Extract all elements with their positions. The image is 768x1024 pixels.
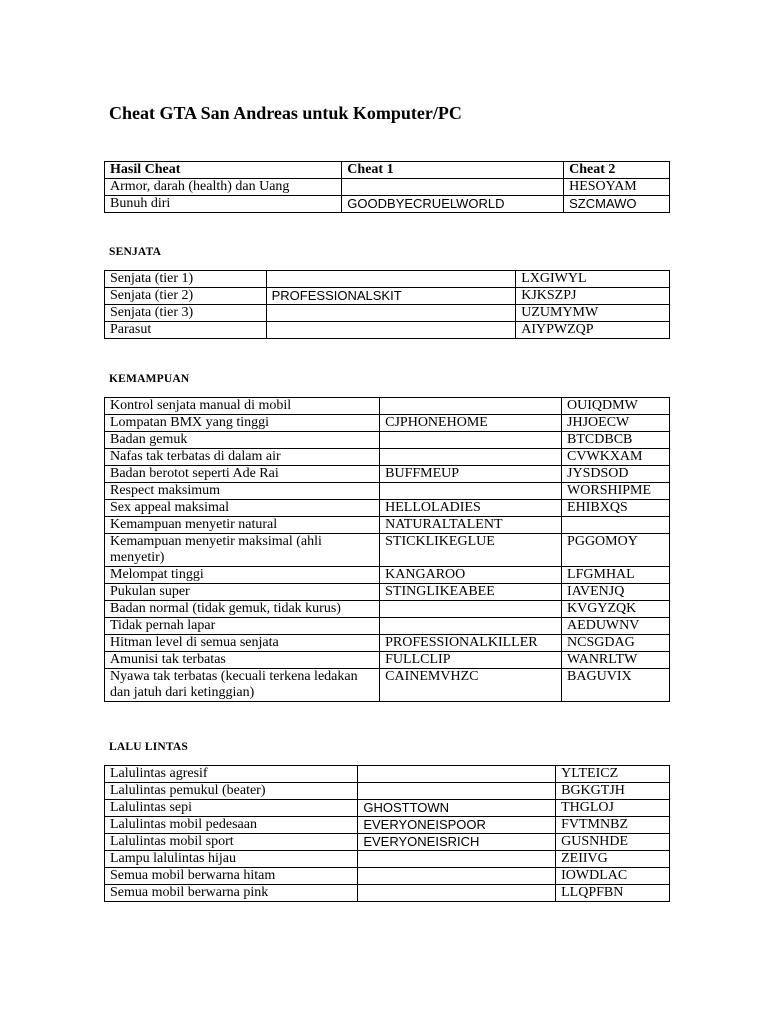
table-row [105,179,670,196]
table-row [105,618,670,635]
cheat-code-1 [358,851,556,868]
table-row [105,817,670,834]
cheat-code-1 [380,449,562,466]
cheat-code-1 [266,271,516,288]
table-row [105,851,670,868]
cheat-code-1: HELLOLADIES [380,500,562,517]
cheat-code-1 [342,179,564,196]
cheat-code-1 [380,398,562,415]
cheat-effect: Lalulintas mobil pedesaan [105,817,358,834]
section-heading-senjata: SENJATA [109,246,162,258]
cheat-code-1: KANGAROO [380,567,562,584]
cheat-code-2: ZEIIVG [556,851,670,868]
cheat-effect: Kemampuan menyetir natural [105,517,380,534]
cheat-effect: Bunuh diri [105,196,342,213]
cheat-code-2: WORSHIPME [562,483,670,500]
cheat-code-2: HESOYAM [564,179,670,196]
table-row [105,868,670,885]
table-row [105,466,670,483]
cheat-code-1 [380,618,562,635]
cheat-effect: Semua mobil berwarna hitam [105,868,358,885]
cheat-code-2: AIYPWZQP [516,322,670,339]
cheat-code-1 [358,783,556,800]
cheat-effect: Semua mobil berwarna pink [105,885,358,902]
cheat-effect: Parasut [105,322,267,339]
senjata-table [104,270,670,339]
cheat-code-1: NATURALTALENT [380,517,562,534]
section-heading-kemampuan: KEMAMPUAN [109,373,190,385]
cheat-code-1: EVERYONEISRICH [358,834,556,851]
table-row [105,669,670,702]
table-row [105,288,670,305]
cheat-code-1 [380,483,562,500]
table-row [105,652,670,669]
table-row [105,500,670,517]
cheat-effect: Sex appeal maksimal [105,500,380,517]
cheat-code-1: STICKLIKEGLUE [380,534,562,567]
cheat-code-2: JYSDSOD [562,466,670,483]
cheat-effect: Melompat tinggi [105,567,380,584]
table-row [105,432,670,449]
cheat-code-1: CJPHONEHOME [380,415,562,432]
cheat-effect: Senjata (tier 3) [105,305,267,322]
kemampuan-table [104,397,670,702]
cheat-code-2: KJKSZPJ [516,288,670,305]
table-row [105,783,670,800]
cheat-effect: Amunisi tak terbatas [105,652,380,669]
cheat-code-2: KVGYZQK [562,601,670,618]
cheat-effect: Lompatan BMX yang tinggi [105,415,380,432]
table-row [105,635,670,652]
cheat-code-2: WANRLTW [562,652,670,669]
section-heading-lalu-lintas: LALU LINTAS [109,741,188,753]
cheat-code-2: IAVENJQ [562,584,670,601]
table-row [105,517,670,534]
page-title: Cheat GTA San Andreas untuk Komputer/PC [109,103,462,123]
cheat-effect: Pukulan super [105,584,380,601]
cheat-code-1 [358,868,556,885]
cheat-code-2: THGLOJ [556,800,670,817]
cheat-code-2: IOWDLAC [556,868,670,885]
cheat-code-1 [358,885,556,902]
cheat-code-2: OUIQDMW [562,398,670,415]
cheat-code-2: GUSNHDE [556,834,670,851]
cheat-code-2: CVWKXAM [562,449,670,466]
cheat-code-2: LLQPFBN [556,885,670,902]
table-row [105,398,670,415]
cheat-effect: Respect maksimum [105,483,380,500]
main-cheat-table [104,161,670,213]
table-row [105,271,670,288]
cheat-code-1: GHOSTTOWN [358,800,556,817]
cheat-code-2: YLTEICZ [556,766,670,783]
cheat-code-1 [266,305,516,322]
cheat-code-1: BUFFMEUP [380,466,562,483]
cheat-effect: Badan normal (tidak gemuk, tidak kurus) [105,601,380,618]
table-row [105,885,670,902]
cheat-effect: Nyawa tak terbatas (kecuali terkena ledakan dan jatuh dari ketinggian) [105,669,380,702]
cheat-code-1: PROFESSIONALSKIT [266,288,516,305]
cheat-effect: Lalulintas sepi [105,800,358,817]
cheat-code-1: EVERYONEISPOOR [358,817,556,834]
cheat-effect: Senjata (tier 2) [105,288,267,305]
cheat-effect: Senjata (tier 1) [105,271,267,288]
cheat-code-2: BTCDBCB [562,432,670,449]
lalu-lintas-table [104,765,670,902]
cheat-effect: Kontrol senjata manual di mobil [105,398,380,415]
header-hasil-cheat: Hasil Cheat [105,162,342,179]
table-row [105,483,670,500]
cheat-effect: Lalulintas agresif [105,766,358,783]
cheat-code-1: CAINEMVHZC [380,669,562,702]
cheat-code-2: UZUMYMW [516,305,670,322]
cheat-effect: Lalulintas mobil sport [105,834,358,851]
cheat-effect: Hitman level di semua senjata [105,635,380,652]
table-row [105,800,670,817]
table-header-row [105,162,670,179]
cheat-code-1: STINGLIKEABEE [380,584,562,601]
cheat-code-1: FULLCLIP [380,652,562,669]
table-row [105,196,670,213]
cheat-effect: Lalulintas pemukul (beater) [105,783,358,800]
cheat-code-2: PGGOMOY [562,534,670,567]
cheat-effect: Lampu lalulintas hijau [105,851,358,868]
cheat-code-1: GOODBYECRUELWORLD [342,196,564,213]
cheat-effect: Nafas tak terbatas di dalam air [105,449,380,466]
cheat-effect: Tidak pernah lapar [105,618,380,635]
table-row [105,449,670,466]
cheat-code-1 [380,601,562,618]
cheat-effect: Kemampuan menyetir maksimal (ahli menyetir) [105,534,380,567]
header-cheat-2: Cheat 2 [564,162,670,179]
cheat-code-2: LFGMHAL [562,567,670,584]
table-row [105,601,670,618]
cheat-code-1 [358,766,556,783]
cheat-code-2: BAGUVIX [562,669,670,702]
cheat-code-1 [266,322,516,339]
cheat-effect: Badan gemuk [105,432,380,449]
cheat-code-1 [380,432,562,449]
header-cheat-1: Cheat 1 [342,162,564,179]
cheat-code-2: SZCMAWO [564,196,670,213]
table-row [105,534,670,567]
cheat-code-2: NCSGDAG [562,635,670,652]
table-row [105,584,670,601]
cheat-effect: Badan berotot seperti Ade Rai [105,466,380,483]
table-row [105,305,670,322]
cheat-code-2: LXGIWYL [516,271,670,288]
table-row [105,322,670,339]
cheat-effect: Armor, darah (health) dan Uang [105,179,342,196]
table-row [105,567,670,584]
cheat-code-2 [562,517,670,534]
table-row [105,766,670,783]
cheat-code-2: AEDUWNV [562,618,670,635]
cheat-code-2: FVTMNBZ [556,817,670,834]
cheat-code-2: EHIBXQS [562,500,670,517]
cheat-code-1: PROFESSIONALKILLER [380,635,562,652]
table-row [105,834,670,851]
cheat-code-2: JHJOECW [562,415,670,432]
table-row [105,415,670,432]
cheat-code-2: BGKGTJH [556,783,670,800]
